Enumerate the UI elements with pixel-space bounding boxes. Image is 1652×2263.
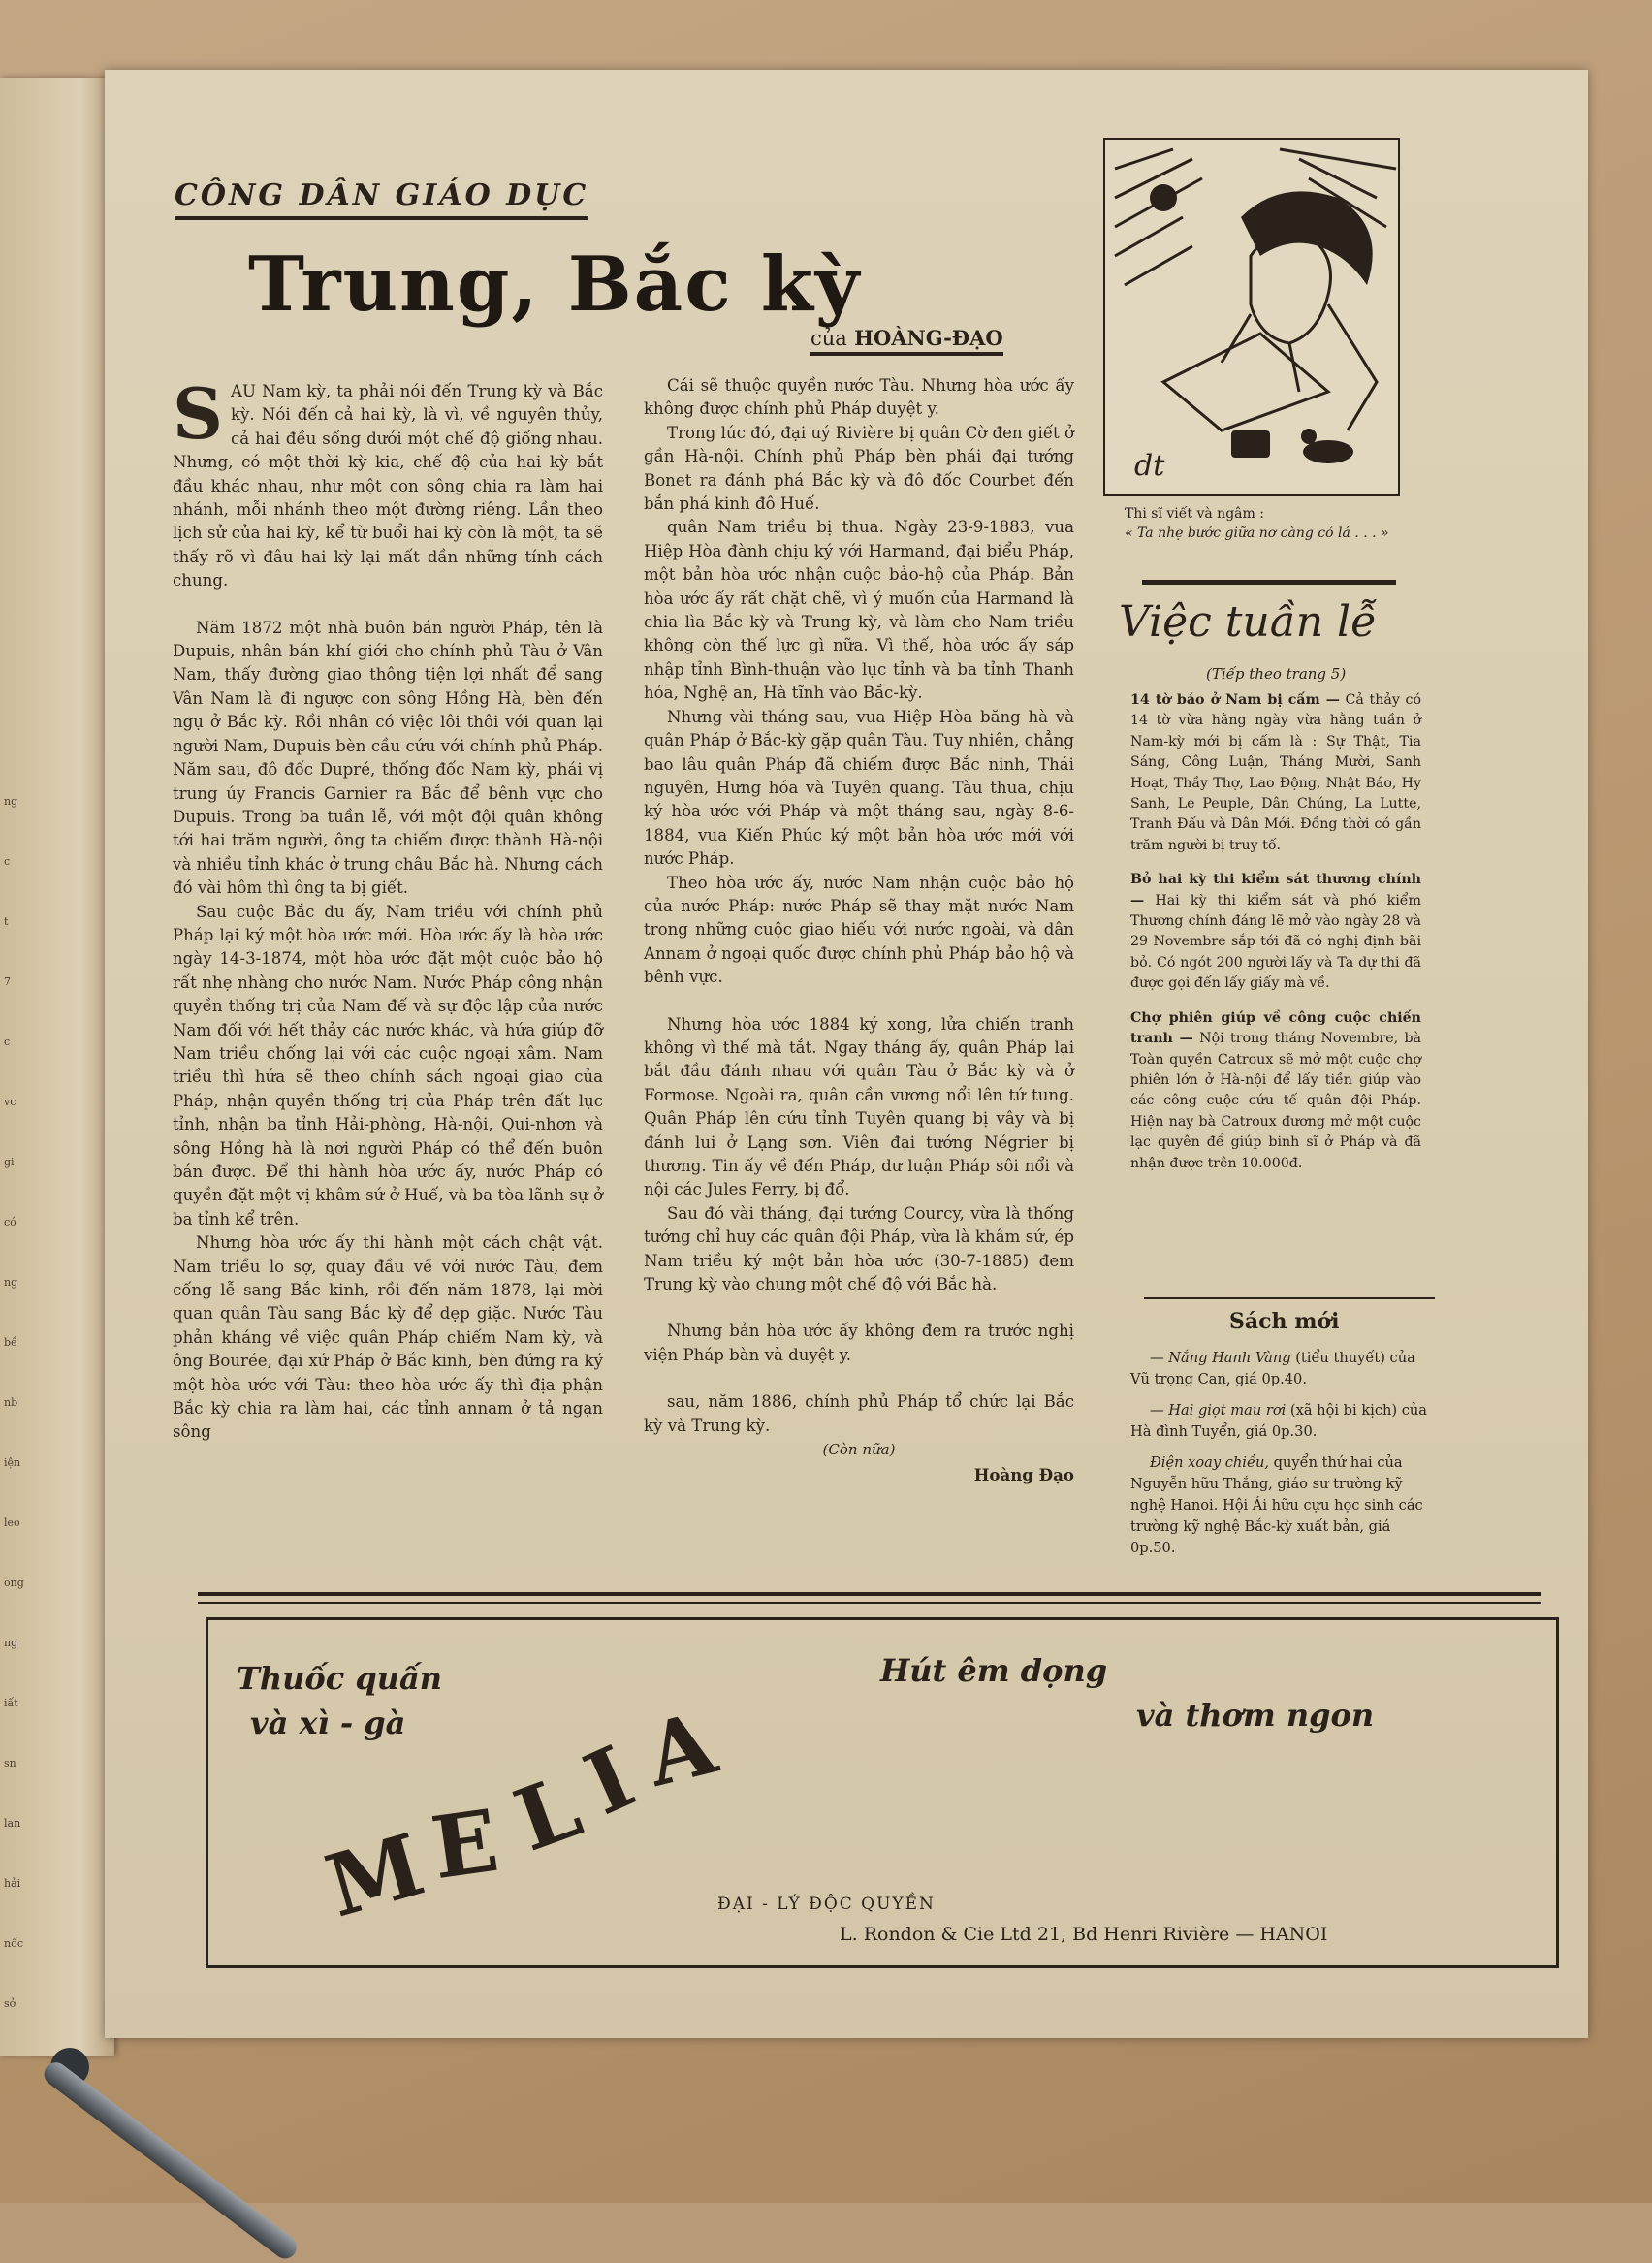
books-list xyxy=(1130,1348,1433,1569)
ad-top-rule-thin xyxy=(198,1602,1541,1604)
left-page-text-fragment: nốc xyxy=(4,1937,23,1950)
drop-cap: S xyxy=(173,372,223,455)
caption-lead: Thi sĩ viết và ngâm : xyxy=(1125,506,1264,522)
left-page-text-fragment: sở xyxy=(4,1997,16,2010)
article-column-2 xyxy=(644,374,1074,1487)
brand-letter-e: E xyxy=(426,1789,504,1899)
ad-tagline-left-2: và xì - gà xyxy=(250,1705,406,1741)
weekly-title: Việc tuần lễ xyxy=(1119,597,1378,647)
ad-top-rule xyxy=(198,1592,1541,1596)
article-paragraph: Trong lúc đó, đại uý Rivière bị quân Cờ đen giết ở gần Hà-nội. Chính phủ Pháp bèn phái đại tướng Bonet ra đánh phá Bắc kỳ và đô đốc Courbet đến bắn phá kinh đô Huế. xyxy=(644,423,1074,514)
left-page-text-fragment: có xyxy=(4,1216,16,1228)
left-page-text-fragment: iện xyxy=(4,1456,21,1469)
left-page-text-fragment: hải xyxy=(4,1877,21,1890)
left-page-text-fragment: ng xyxy=(4,1637,18,1649)
article-paragraph: sau, năm 1886, chính phủ Pháp tổ chức lại Bắc kỳ và Trung kỳ. xyxy=(644,1392,1074,1435)
brand-letter-a: A xyxy=(636,1692,725,1806)
left-page-text-fragment: c xyxy=(4,1036,11,1048)
article-paragraph: Nhưng hòa ước 1884 ký xong, lửa chiến tranh không vì thế mà tắt. Ngay tháng ấy, quân Pháp lại bắt đầu đánh nhau với quân Tàu ở Bắc kỳ và ở Formose. Ngoài ra, quân cần vương nổi lên tứ tung. Quân Pháp lên cứu tỉnh Tuyên quang bị vây và bị đánh lui ở Lạng sơn. Viên đại tướng Négrier bị thương. Tin ấy về đến Pháp, dư luận Pháp sôi nổi và nội các Jules Ferry, bị đổ. xyxy=(644,1014,1074,1199)
left-page-text-fragment: ong xyxy=(4,1577,24,1589)
article-paragraph: Cái sẽ thuộc quyền nước Tàu. Nhưng hòa ước ấy không được chính phủ Pháp duyệt y. xyxy=(644,376,1074,419)
left-page-text-fragment: iất xyxy=(4,1697,18,1709)
section-label: CÔNG DÂN GIÁO DỤC xyxy=(175,178,588,220)
left-page-text-fragment: bề xyxy=(4,1336,17,1349)
article-paragraph: Nhưng hòa ước ấy thi hành một cách chật vật. Nam triều lo sợ, quay đầu về với nước Tàu, đem cống lễ sang Bắc kinh, rồi đến năm 1878, lại mời quan quân Tàu sang Bắc kỳ để dẹp giặc. Nước Tàu phản kháng về việc quân Pháp chiếm Nam kỳ, và ông Bourée, đại xứ Pháp ở Bắc kinh, bèn đứng ra ký một hòa ước với Tàu: theo hòa ước ấy thì địa phận Bắc kỳ chia ra làm hai, các tỉnh annam ở tả ngạn sông xyxy=(173,1233,603,1442)
left-page-text-fragment: lan xyxy=(4,1817,21,1830)
news-item: 14 tờ báo ở Nam bị cấm — Cả thảy có 14 tờ vừa hằng ngày vừa hằng tuần ở Nam-kỳ mới bị cấm là : Sự Thật, Tia Sáng, Công Luận, Tháng Mười, Sanh Hoạt, Thầy Thợ, Lao Động, Nhật Báo, Hy Sanh, Le Peuple, Dân Chúng, La Lutte, Tranh Đấu và Dân Mới. Đồng thời có gần trăm người bị truy tố. xyxy=(1130,692,1421,853)
left-page-text-fragment: ng xyxy=(4,1276,18,1289)
article-paragraph: Năm 1872 một nhà buôn bán người Pháp, tên là Dupuis, nhân bán khí giới cho chính phủ Tàu ở Vân Nam, thấy đường giao thông tiện lợi nhất để sang Vân Nam là đi ngược con sông Hồng Hà, bèn đến ngụ ở Bắc kỳ. Rồi nhân có việc lôi thôi với quan lại người Nam, Dupuis bèn cầu cứu với chính phủ Pháp. Năm sau, đô đốc Dupré, thống đốc Nam kỳ, phái vị trung úy Francis Garnier ra Bắc để bênh vực cho Dupuis. Trong ba tuần lễ, với một đội quân không tới hai trăm người, ông ta chiếm được thành Hà-nội và nhiều tỉnh khác ở trung châu Bắc hà. Nhưng cách đó vài hôm thì ông ta bị giết. xyxy=(173,618,603,898)
poet-drawing-icon xyxy=(1105,140,1398,494)
continued-note: (Còn nữa) xyxy=(822,1441,896,1459)
news-item: Bỏ hai kỳ thi kiểm sát thương chính — Hai kỳ thi kiểm sát và phó kiểm Thương chính đáng lẽ mở vào ngày 28 và 29 Novembre sắp tới đã có nghị định bãi bỏ. Có ngót 200 người lấy và Ta dự thi đã được gọi đến lấy giấy mà về. xyxy=(1130,872,1421,992)
divider xyxy=(1142,580,1396,585)
left-page-text-fragment: sn xyxy=(4,1757,16,1769)
brand-letter-i: I xyxy=(570,1726,649,1834)
left-page-edge xyxy=(0,78,114,2056)
weekly-subtitle: (Tiếp theo trang 5) xyxy=(1206,665,1347,683)
ad-tagline-left-1: Thuốc quấn xyxy=(237,1660,442,1697)
poet-illustration xyxy=(1103,138,1400,496)
left-page-text-fragment: leo xyxy=(4,1516,20,1529)
article-paragraph: Nhưng vài tháng sau, vua Hiệp Hòa băng hà và quân Pháp ở Bắc-kỳ gặp quân Tàu. Tuy nhiên, chẳng bao lâu quân Pháp đã chiếm được Bắc ninh, Thái nguyên, Hưng hóa và Tuyên quang. Tàu thua, chịu ký hòa ước với Pháp và một tháng sau, ngày 8-6-1884, vua Kiến Phúc ký một bản hòa ước mới với nước Pháp. xyxy=(644,707,1074,869)
article-paragraph: quân Nam triều bị thua. Ngày 23-9-1883, vua Hiệp Hòa đành chịu ký với Harmand, đại biểu Pháp, một bản hòa ước nhận cuộc bảo-hộ của Pháp. Bản hòa ước ấy rất chặt chẽ, vì ý muốn của Harmand là chia lìa Bắc kỳ và Trung kỳ, và làm cho Nam triều không còn thế lực gì nữa. Vì thế, hòa ước ấy sáp nhập tỉnh Bình-thuận vào lục tỉnh và ba tỉnh Thanh hóa, Nghệ an, Hà tĩnh vào Bắc-kỳ. xyxy=(644,518,1074,703)
left-page-text-fragment: nb xyxy=(4,1396,18,1409)
article-title: Trung, Bắc kỳ xyxy=(248,240,862,329)
byline xyxy=(810,326,1003,356)
caption-quote: « Ta nhẹ bước giữa nơ càng cỏ lá . . . » xyxy=(1125,526,1389,541)
brand-letter-m: M xyxy=(315,1813,434,1937)
left-page-text-fragment: c xyxy=(4,855,11,868)
left-page-text-fragment: t xyxy=(4,915,9,928)
book-item: — Hai giọt mau rơi (xã hội bi kịch) của Hà đình Tuyển, giá 0p.30. xyxy=(1130,1402,1428,1440)
article-paragraph: Sau cuộc Bắc du ấy, Nam triều với chính phủ Pháp lại ký một hòa ước mới. Hòa ước ấy là hòa ước ngày 14-3-1874, một hòa ước đặt một cuộc bảo hộ rất nhẹ nhàng cho nước Nam. Nước Pháp công nhận quyền thống trị của Nam đế và sự độc lập của nước Nam đối với hết thảy các nước khác, và hứa giúp đỡ Nam triều chống lại với các cuộc ngoại xâm. Nam triều thì hứa sẽ theo chính sách ngoại giao của Pháp, nhận quyền thống trị của Pháp trên đất lục tỉnh, nhận ba tỉnh Hải-phòng, Hà-nội, Qui-nhơn và sông Hồng hà là nơi người Pháp có thể đến buôn bán được. Để thi hành hòa ước ấy, nước Pháp có quyền đặt một vị khâm sứ ở Huế, và ba tòa lãnh sự ở ba tỉnh kể trên. xyxy=(173,902,603,1228)
article-paragraph: SAU Nam kỳ, ta phải nói đến Trung kỳ và Bắc kỳ. Nói đến cả hai kỳ, là vì, về nguyên thủy, cả hai đều sống dưới một chế độ giống nhau. Nhưng, có một thời kỳ kia, chế độ của hai kỳ bắt đầu khác nhau, như một con sông chia ra làm hai nhánh, mỗi nhánh theo một đường riêng. Lần theo lịch sử của hai kỳ, kể từ buổi hai kỳ còn là một, ta sẽ thấy rõ vì đâu hai kỳ lại mất dần những tính cách chung. xyxy=(173,372,603,590)
ad-tagline-right-2: và thơm ngon xyxy=(1136,1697,1375,1734)
left-page-text-fragment: vc xyxy=(4,1096,16,1108)
ad-address: L. Rondon & Cie Ltd 21, Bd Henri Rivière — HANOI xyxy=(840,1924,1328,1945)
article-paragraph: Nhưng bản hòa ước ấy không đem ra trước nghị viện Pháp bàn và duyệt y. xyxy=(644,1322,1074,1364)
ad-dealer: ĐẠI - LÝ ĐỘC QUYỀN xyxy=(717,1895,936,1914)
byline-prefix: của xyxy=(810,327,847,350)
article-paragraph: Theo hòa ước ấy, nước Nam nhận cuộc bảo hộ của nước Pháp: nước Pháp sẽ thay mặt nước Nam trong những cuộc giao hiếu với nước ngoài, và dân Annam ở ngoại quốc được chính phủ Pháp bảo hộ và bênh vực. xyxy=(644,873,1074,987)
divider xyxy=(1144,1297,1435,1299)
article-signature: Hoàng Đạo xyxy=(973,1465,1074,1485)
ad-tagline-right-1: Hút êm dọng xyxy=(880,1652,1108,1689)
newspaper-page xyxy=(105,70,1588,2038)
illustration-signature: dt xyxy=(1134,449,1165,483)
byline-author: HOÀNG-ĐẠO xyxy=(854,326,1003,350)
illustration-caption xyxy=(1125,504,1406,543)
left-page-text-fragment: gi xyxy=(4,1156,15,1168)
article-column-1 xyxy=(173,372,603,1445)
left-page-text-fragment: 7 xyxy=(4,975,11,988)
left-page-text-fragment: ng xyxy=(4,795,18,808)
news-item: Chợ phiên giúp về công cuộc chiến tranh — Nội trong tháng Novembre, bà Toàn quyền Catroux sẽ mở một cuộc chợ phiên lớn ở Hà-nội để lấy tiền giúp vào các công cuộc cứu tế quân đội Pháp. Hiện nay bà Catroux đương mở một cuộc lạc quyên để giúp binh sĩ ở Pháp và đã nhận được trên 10.000đ. xyxy=(1130,1009,1421,1171)
book-item: — Nắng Hanh Vàng (tiểu thuyết) của Vũ trọng Can, giá 0p.40. xyxy=(1130,1350,1415,1387)
article-paragraph: Sau đó vài tháng, đại tướng Courcy, vừa là thống tướng chỉ huy các quân đội Pháp, vừa là khâm sứ, ép Nam triều ký một bản hòa ước (30-7-1885) đem Trung kỳ vào chung một chế độ với Bắc hà. xyxy=(644,1203,1074,1294)
books-title: Sách mới xyxy=(1229,1309,1340,1334)
book-item: Điện xoay chiều, quyển thứ hai của Nguyễn hữu Thắng, giáo sư trường kỹ nghệ Hanoi. Hội Ái hữu cựu học sinh các trường kỹ nghệ Bắc-kỳ xuất bản, giá 0p.50. xyxy=(1130,1454,1423,1556)
weekly-news xyxy=(1130,690,1421,1188)
brand-letter-l: L xyxy=(502,1755,593,1871)
